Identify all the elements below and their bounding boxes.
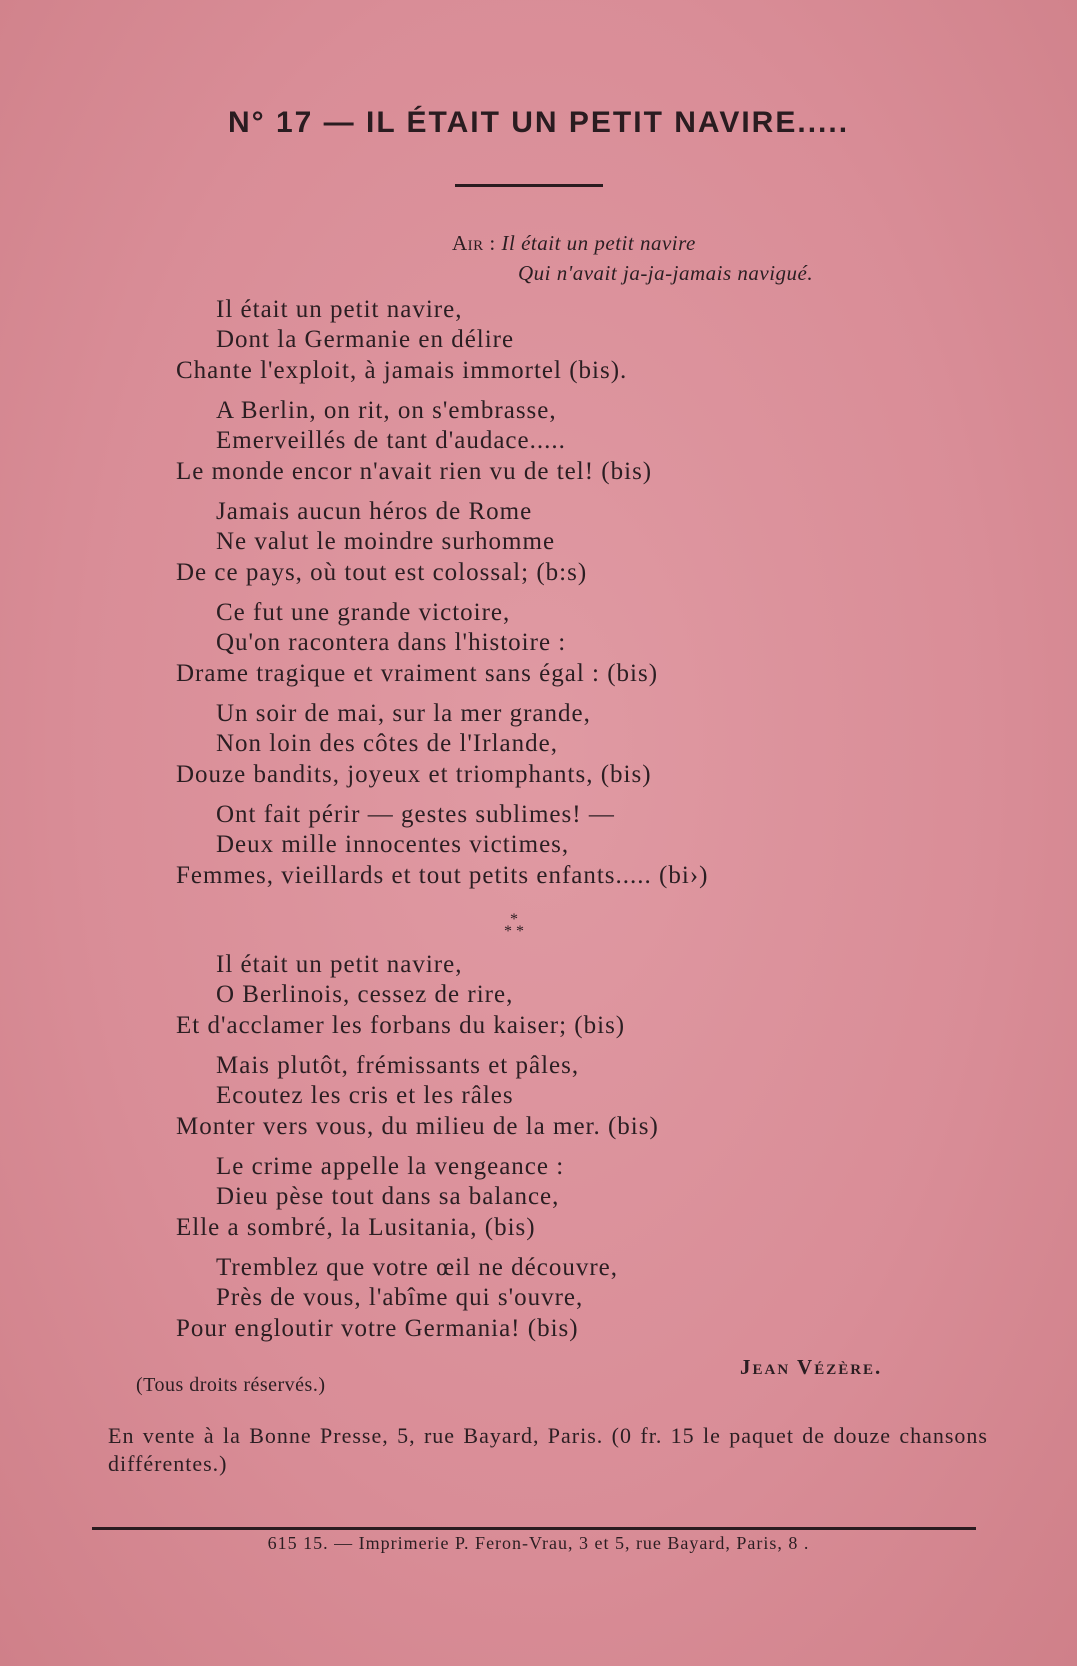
- poem-line: Douze bandits, joyeux et triomphants, (bis): [176, 761, 652, 788]
- poem-line: Dont la Germanie en délire: [216, 326, 515, 353]
- poem-line: Ont fait périr — gestes sublimes! —: [216, 801, 615, 828]
- poem-line: Un soir de mai, sur la mer grande,: [216, 700, 591, 727]
- air-line-2: Qui n'avait ja-ja-jamais navigué.: [518, 261, 814, 285]
- poem-line: Deux mille innocentes victimes,: [216, 831, 570, 858]
- printer-imprint: 615 15. — Imprimerie P. Feron-Vrau, 3 et 5, rue Bayard, Paris, 8 .: [267, 1533, 810, 1553]
- poem-line: Tremblez que votre œil ne découvre,: [216, 1254, 619, 1281]
- poem-line: Près de vous, l'abîme qui s'ouvre,: [216, 1284, 584, 1311]
- poem-line: De ce pays, où tout est colossal; (b:s): [176, 559, 588, 586]
- asterism-ornament: * * *: [504, 911, 524, 940]
- poem-line: Il était un petit navire,: [216, 951, 463, 978]
- air-reference: [452, 228, 813, 288]
- author-signature: Jean Vézère.: [740, 1355, 883, 1379]
- poem-line: Femmes, vieillards et tout petits enfants..... (bi›): [176, 862, 709, 889]
- poem-line: Drame tragique et vraiment sans égal : (bis): [176, 660, 659, 687]
- poem-line: Il était un petit navire,: [216, 296, 463, 323]
- poem-line: Pour engloutir votre Germania! (bis): [176, 1315, 579, 1342]
- poem-line: Chante l'exploit, à jamais immortel (bis).: [176, 357, 628, 384]
- poem-line: Ne valut le moindre surhomme: [216, 528, 556, 555]
- poem-line: Le monde encor n'avait rien vu de tel! (bis): [176, 458, 653, 485]
- footer-divider: [92, 1527, 976, 1530]
- rights-notice: (Tous droits réservés.): [136, 1374, 326, 1396]
- poem-line: Monter vers vous, du milieu de la mer. (bis): [176, 1113, 659, 1140]
- air-line-1: Il était un petit navire: [501, 231, 696, 255]
- air-label: Air :: [452, 231, 496, 255]
- poem-line: Mais plutôt, frémissants et pâles,: [216, 1052, 580, 1079]
- sale-notice: En vente à la Bonne Presse, 5, rue Bayard, Paris. (0 fr. 15 le paquet de douze chansons différentes.): [108, 1423, 988, 1476]
- poem-line: A Berlin, on rit, on s'embrasse,: [216, 397, 557, 424]
- poem-line: Ecoutez les cris et les râles: [216, 1082, 514, 1109]
- page-title: N° 17 — IL ÉTAIT UN PETIT NAVIRE.....: [227, 106, 850, 139]
- poem-line: Emerveillés de tant d'audace.....: [216, 427, 566, 454]
- poem-line: Non loin des côtes de l'Irlande,: [216, 730, 558, 757]
- poem-line: Elle a sombré, la Lusitania, (bis): [176, 1214, 536, 1241]
- poem-line: Et d'acclamer les forbans du kaiser; (bis): [176, 1012, 626, 1039]
- poem-line: Dieu pèse tout dans sa balance,: [216, 1183, 560, 1210]
- poem-line: O Berlinois, cessez de rire,: [216, 981, 514, 1008]
- poem-line: Le crime appelle la vengeance :: [216, 1153, 565, 1180]
- poem-line: Ce fut une grande victoire,: [216, 599, 511, 626]
- poem-line: Jamais aucun héros de Rome: [216, 498, 533, 525]
- title-divider: [455, 184, 603, 187]
- poem-line: Qu'on racontera dans l'histoire :: [216, 629, 567, 656]
